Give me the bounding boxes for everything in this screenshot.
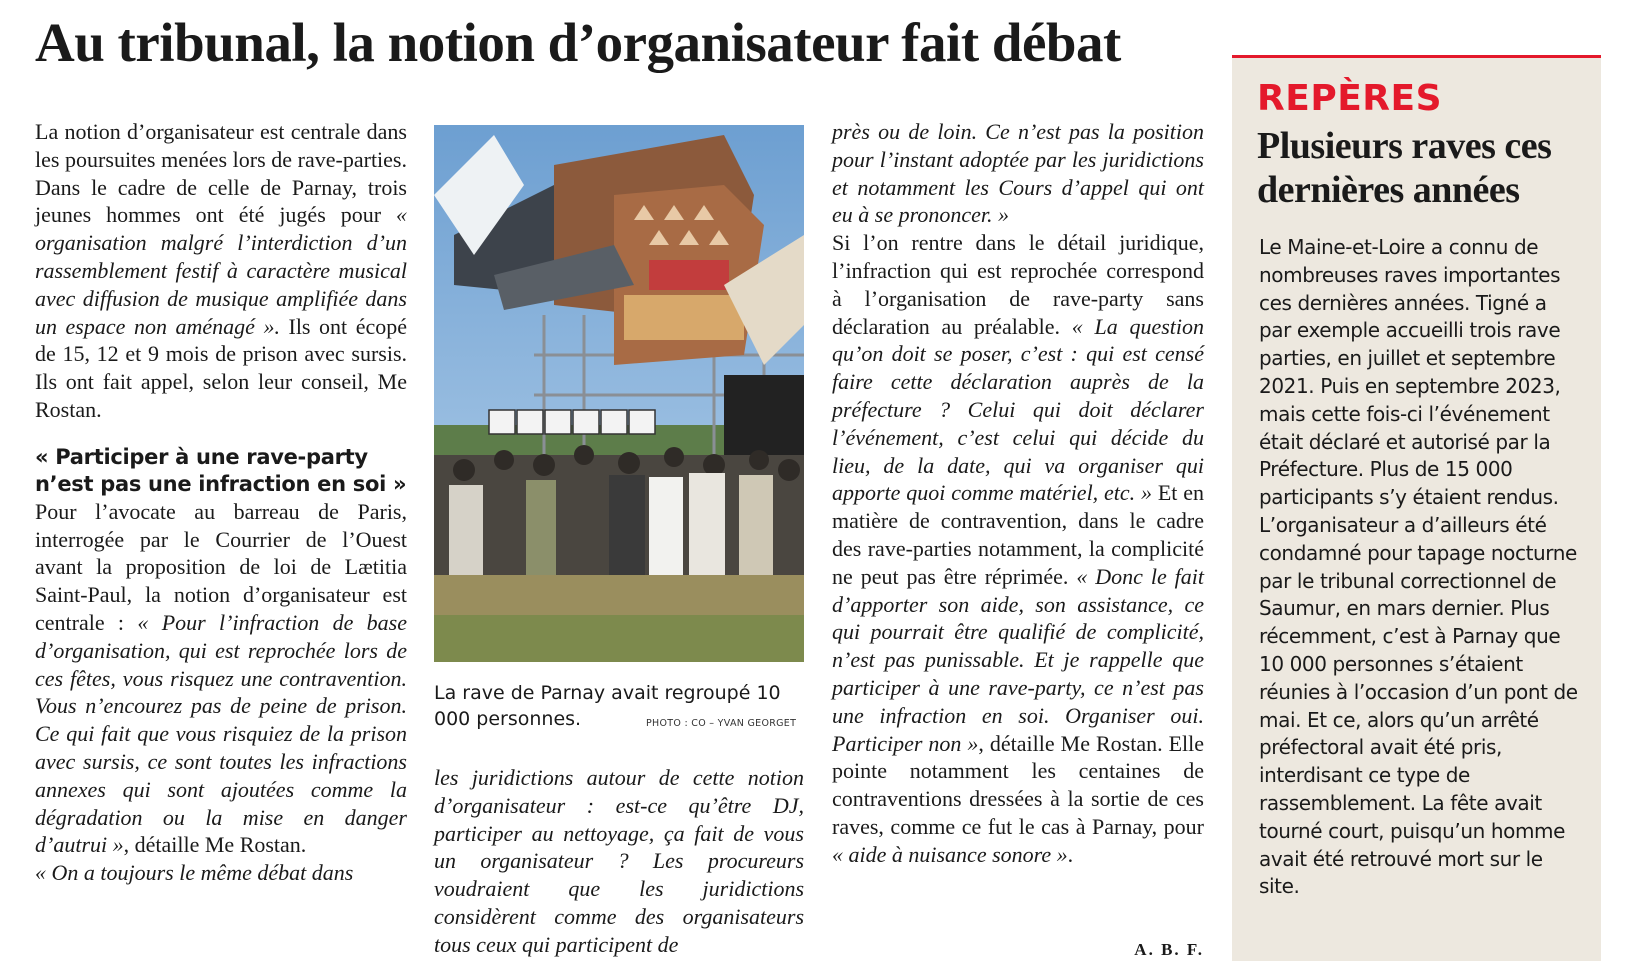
quote: « On a toujours le même débat dans: [35, 860, 354, 886]
photo-credit: PHOTO : CO – YVAN GEORGET: [646, 718, 797, 729]
quote: « Donc le fait d’apporter son aide, son assistance, ce qui pourrait être qualifié de complicité, n’est pas punissable. Et je rappelle que participer à une rave-party, ce n’est pas une infraction en soi. Organiser oui. Participer non »: [832, 563, 1204, 756]
article-column-1: [35, 118, 407, 887]
sidebar-title: Plusieurs raves ces dernières années: [1257, 125, 1552, 211]
text-run: .: [1067, 841, 1074, 867]
sidebar-body: Le Maine-et-Loire a connu de nombreuses raves importantes ces dernières années. Tigné a par exemple accueilli trois rave parties, en juillet et septembre 2021. Puis en septembre 2023, mais cette fois-ci l’événement était déclaré et autorisé par la Préfecture. Plus de 15 000 participants s’y étaient rendus. L’organisateur a d’ailleurs été condamné pour tapage nocturne par le tribunal correctionnel de Saumur, en mars dernier. Plus récemment, c’est à Parnay que 10 000 personnes s’étaient réunies à l’occasion d’un pont de mai. Et ce, alors qu’un arrêté préfectoral avait été pris, interdisant ce type de rassemblement. La fête avait tourné court, puisqu’un homme avait été retrouvé mort sur le site.: [1259, 235, 1578, 899]
text-run: , détaille Me Rostan. Elle pointe notamment les centaines de contraventions dressées à la sortie de ces raves, comme ce fut le cas à Parnay, pour: [832, 730, 1204, 839]
photo-caption: La rave de Parnay avait regroupé 10 000 personnes.: [434, 682, 781, 730]
paragraph: [832, 229, 1204, 868]
article-column-3: [832, 118, 1204, 869]
article-column-2: [434, 764, 804, 959]
paragraph: [35, 859, 407, 887]
sidebar-kicker: REPÈRES: [1257, 78, 1443, 119]
paragraph: [35, 118, 407, 424]
quote: « La question qu’on doit se poser, c’est : qui est censé faire cette déclaration auprès de la préfecture ? Celui qui doit déclarer l’événement, c’est celui qui décide du lieu, de la date, qui va organiser qui apporte quoi comme matériel, etc. »: [832, 313, 1204, 506]
text-run: Si l’on rentre dans le détail juridique, l’infraction qui est reprochée correspond à l’organisation de rave-party sans déclaration au préalable.: [832, 230, 1204, 339]
text-run: Ils ont écopé de 15, 12 et 9 mois de prison avec sursis. Ils ont fait appel, selon leur conseil, Me Rostan.: [35, 313, 407, 422]
text-run: Pour l’avocate au barreau de Paris, interrogée par le Courrier de l’Ouest avant la proposition de loi de Lætitia Saint-Paul, la notion d’organisateur est centrale :: [35, 498, 407, 635]
rave-stage-illustration: [434, 125, 804, 662]
text-run: Et en matière de contravention, dans le cadre des rave-parties notamment, la complicité ne peut pas être réprimée.: [832, 480, 1204, 589]
quote: les juridictions autour de cette notion d’organisateur : est-ce qu’être DJ, participer au nettoyage, ça fait de vous un organisateur ? Les procureurs voudraient que les juridictions considèrent comme des organisateurs tous ceux qui participent de: [434, 765, 804, 957]
subheading: « Participer à une rave-party n’est pas une infraction en soi »: [35, 444, 407, 496]
quote: « Pour l’infraction de base d’organisation, qui est reprochée lors de ces fêtes, vous risquez une contravention. Vous n’encourez pas de peine de prison. Ce qui fait que vous risquiez de la prison avec sursis, ce sont toutes les infractions annexes qui sont ajoutées comme la dégradation ou la mise en danger d’autrui »: [35, 609, 407, 858]
quote: « aide à nuisance sonore »: [832, 841, 1068, 867]
text-run: La notion d’organisateur est centrale dans les poursuites menées lors de rave-parties. Dans le cadre de celle de Parnay, trois jeunes hommes ont été jugés pour: [35, 119, 407, 228]
reperes-sidebar: [1232, 55, 1601, 961]
rave-photo: [434, 125, 804, 662]
paragraph: [434, 764, 804, 959]
quote: près ou de loin. Ce n’est pas la position pour l’instant adoptée par les juridictions et notamment les Cours d’appel qui ont eu à se prononcer. »: [832, 119, 1204, 228]
text-run: , détaille Me Rostan.: [123, 832, 307, 858]
headline: Au tribunal, la notion d’organisateur fait débat: [35, 12, 1121, 73]
author-signature: A. B. F.: [1134, 940, 1204, 959]
paragraph: [35, 498, 407, 859]
quote: « organisation malgré l’interdiction d’un rassemblement festif à caractère musical avec diffusion de musique amplifiée dans un espace non aménagé ».: [35, 202, 407, 339]
paragraph: [832, 118, 1204, 229]
